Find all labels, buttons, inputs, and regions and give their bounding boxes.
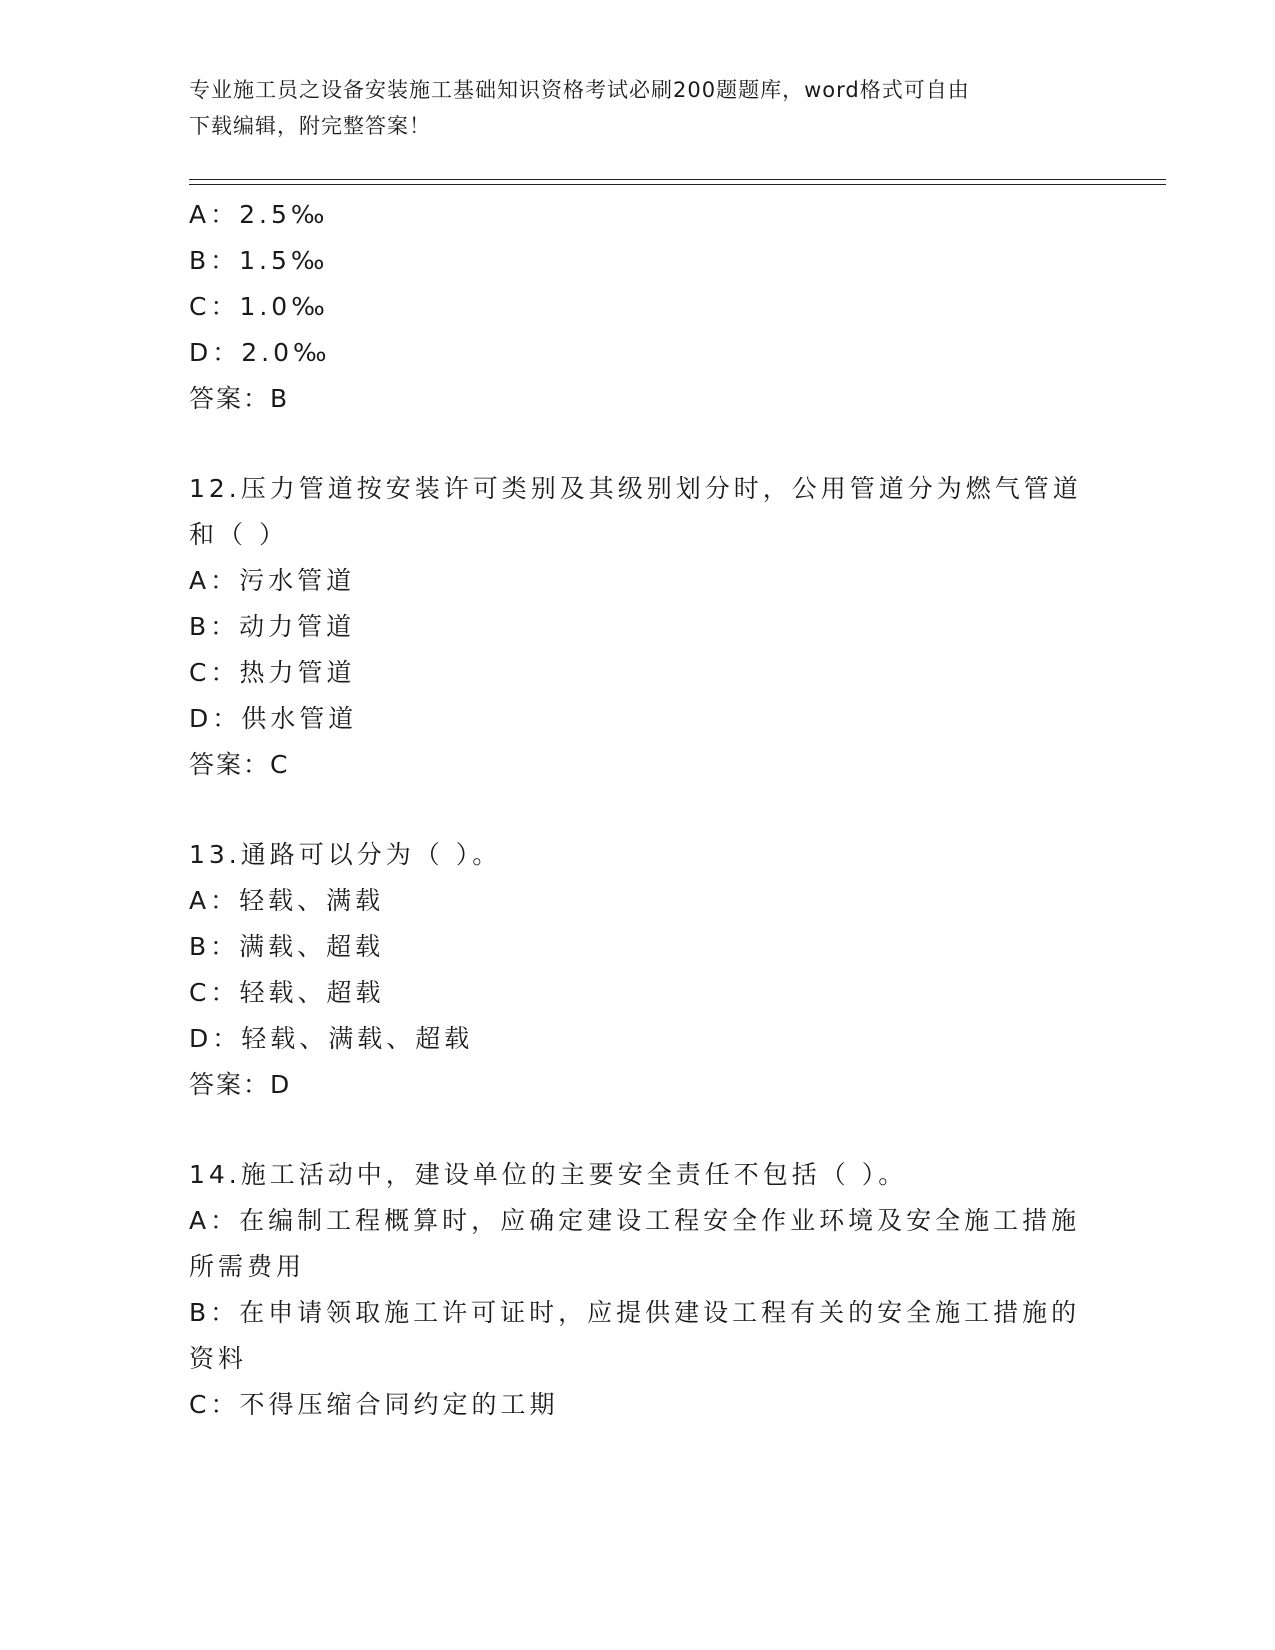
- header-title-line-2: 下载编辑，附完整答案！: [189, 114, 431, 138]
- answer: 答案：B: [189, 384, 290, 413]
- option-c: C：热力管道: [189, 658, 356, 687]
- option-a: A：污水管道: [189, 566, 356, 595]
- option-b: B：1.5‰: [189, 246, 329, 275]
- option-b: B：满载、超载: [189, 932, 385, 961]
- header-title-line-1: 专业施工员之设备安装施工基础知识资格考试必刷200题题库，word格式可自由: [189, 78, 970, 102]
- answer: 答案：C: [189, 750, 290, 779]
- option-a: A：2.5‰: [189, 200, 329, 229]
- question-stem: 13.通路可以分为（ ）。: [189, 840, 502, 869]
- question-stem-line-1: 12.压力管道按安装许可类别及其级别划分时，公用管道分为燃气管道: [189, 474, 1082, 503]
- question-13: [189, 832, 1089, 1108]
- option-c: C：轻载、超载: [189, 978, 385, 1007]
- question-list: [189, 192, 1089, 1428]
- question-stem: 14.施工活动中，建设单位的主要安全责任不包括（ ）。: [189, 1160, 908, 1189]
- option-b-line-2: 资料: [189, 1344, 248, 1373]
- document-header: [189, 72, 1089, 144]
- spacer: [189, 788, 1089, 832]
- option-a: A：轻载、满载: [189, 886, 385, 915]
- answer: 答案：D: [189, 1070, 292, 1099]
- question-stem-line-2: 和（ ）: [189, 520, 288, 549]
- option-b-line-1: B：在申请领取施工许可证时，应提供建设工程有关的安全施工措施的: [189, 1298, 1081, 1327]
- option-a-line-1: A：在编制工程概算时，应确定建设工程安全作业环境及安全施工措施: [189, 1206, 1081, 1235]
- option-a-line-2: 所需费用: [189, 1252, 306, 1281]
- spacer: [189, 422, 1089, 466]
- option-d: D：轻载、满载、超载: [189, 1024, 474, 1053]
- option-c: C：不得压缩合同约定的工期: [189, 1390, 559, 1419]
- option-b: B：动力管道: [189, 612, 356, 641]
- question-11: [189, 192, 1089, 422]
- option-d: D：供水管道: [189, 704, 358, 733]
- option-c: C：1.0‰: [189, 292, 329, 321]
- option-d: D：2.0‰: [189, 338, 331, 367]
- spacer: [189, 1108, 1089, 1152]
- question-12: [189, 466, 1089, 788]
- header-divider-top: [189, 179, 1166, 180]
- question-14: [189, 1152, 1089, 1428]
- header-divider-bottom: [189, 184, 1166, 185]
